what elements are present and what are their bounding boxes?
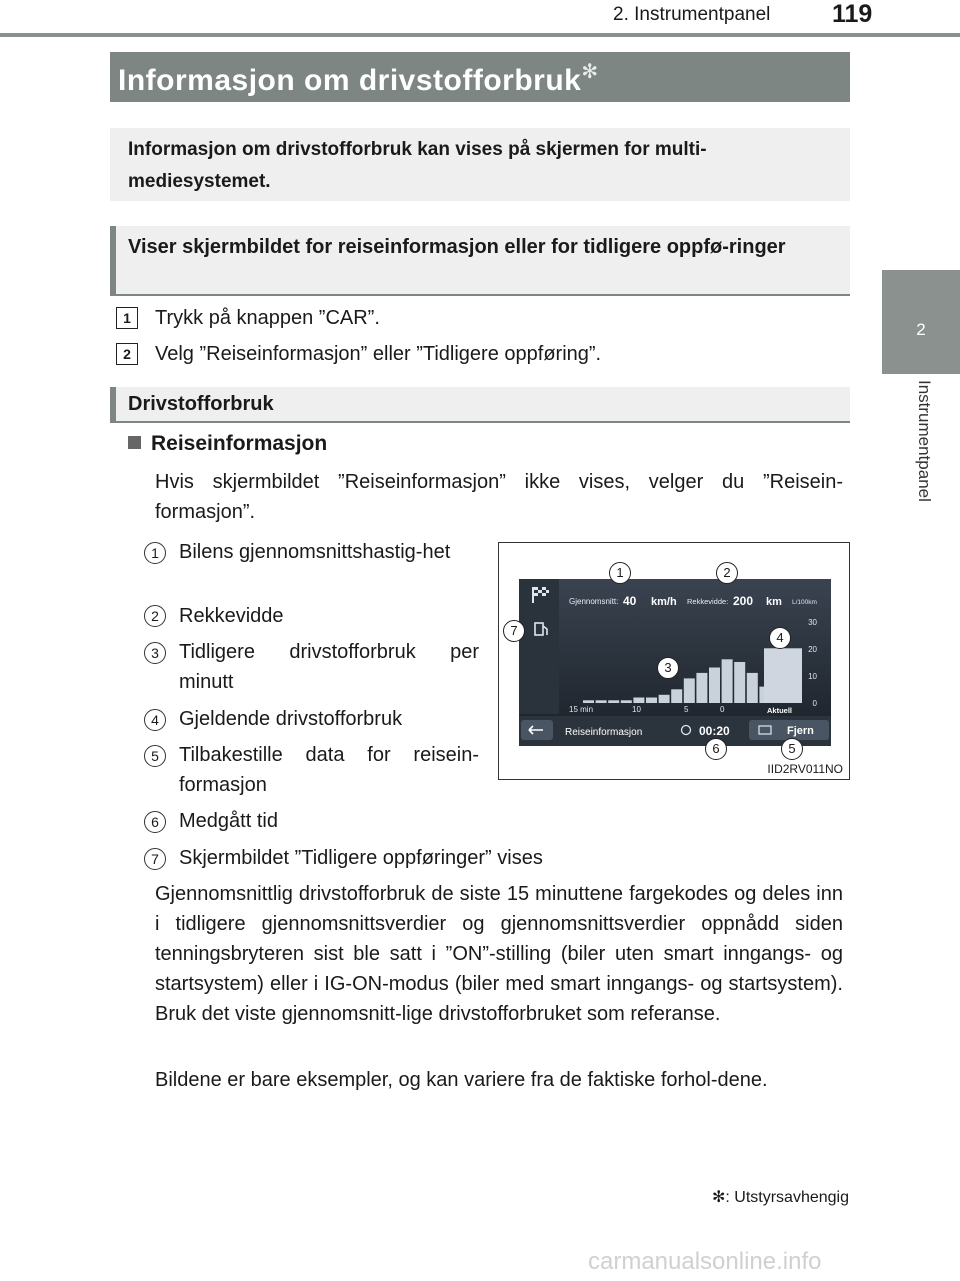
figure-code: IID2RV011NO xyxy=(767,762,843,776)
subheading xyxy=(128,432,327,456)
legend-text: Bilens gjennomsnittshastig-het xyxy=(179,541,451,563)
section-intro: Hvis skjermbildet ”Reiseinformasjon” ikke vises, velger du ”Reisein-formasjon”. xyxy=(155,471,843,523)
callout-marker: 5 xyxy=(781,738,803,760)
legend-number: 5 xyxy=(144,745,166,767)
equipment-star-icon: ✻ xyxy=(581,61,599,83)
range-unit: km xyxy=(766,596,782,608)
chapter-tab xyxy=(882,270,960,374)
square-bullet-icon xyxy=(128,436,141,449)
legend-number: 1 xyxy=(144,542,166,564)
callout-marker: 4 xyxy=(769,627,791,649)
chapter-tab-label: Instrumentpanel xyxy=(915,380,934,502)
avg-speed-value: 40 xyxy=(623,594,637,608)
x-tick: 0 xyxy=(720,705,725,714)
avg-speed-unit: km/h xyxy=(651,596,677,608)
range-label: Rekkevidde: xyxy=(687,597,729,606)
history-bar xyxy=(709,668,720,704)
history-bar xyxy=(659,695,670,703)
watermark: carmanualsonline.info xyxy=(588,1248,822,1275)
body-paragraph: Bildene er bare eksempler, og kan variere fra de faktiske forhol-dene. xyxy=(155,1069,768,1091)
history-bar xyxy=(608,700,619,703)
step-number: 1 xyxy=(116,307,138,329)
history-bar xyxy=(633,698,644,704)
page-number: 119 xyxy=(832,0,873,28)
running-header-chapter: 2. Instrumentpanel xyxy=(613,4,771,25)
intro-box: Informasjon om drivstofforbruk kan vises på skjermen for multi-mediesystemet. xyxy=(110,128,850,201)
history-bar xyxy=(646,698,657,704)
history-bar xyxy=(621,700,632,703)
history-bar xyxy=(671,689,682,703)
history-bar xyxy=(684,678,695,703)
callout-marker: 3 xyxy=(657,657,679,679)
figure-trip-info-screen xyxy=(498,542,850,780)
legend-text: Skjermbildet ”Tidligere oppføringer” vises xyxy=(179,847,543,869)
history-bar xyxy=(734,662,745,703)
legend-number: 6 xyxy=(144,811,166,833)
step-text: Trykk på knappen ”CAR”. xyxy=(155,307,380,329)
legend-text: Tilbakestille data for reisein-formasjon xyxy=(179,744,479,796)
current-consumption-bar xyxy=(764,648,802,703)
callout-marker: 2 xyxy=(716,562,738,584)
history-bar xyxy=(747,673,758,703)
consumption-unit: L/100km xyxy=(792,599,817,606)
elapsed-time: 00:20 xyxy=(699,724,730,738)
legend-text: Medgått tid xyxy=(179,810,278,832)
x-tick: 15 min xyxy=(569,705,594,714)
range-value: 200 xyxy=(733,594,754,608)
current-label: Aktuell xyxy=(767,706,793,715)
icon-strip xyxy=(519,579,559,714)
body-paragraph: Gjennomsnittlig drivstofforbruk de siste 15 minuttene fargekodes og deles inn i tidligere gjennomsnittsverdier og gjennomsnittsverdier oppnådd siden tenningsbryteren sist ble satt i ”ON”-stilling (biler uten smart inngangs- og startsystem) eller i IG-ON-modus (biler med smart inngangs- og startsystem). Bruk det viste gjennomsnitt-lige drivstofforbruket som referanse. xyxy=(155,883,843,1025)
x-tick: 5 xyxy=(684,705,689,714)
section-heading-display: Viser skjermbildet for reiseinformasjon eller for tidligere oppfø-ringer xyxy=(110,226,850,296)
y-tick: 30 xyxy=(808,618,817,627)
step-number: 2 xyxy=(116,343,138,365)
legend-text: Gjeldende drivstofforbruk xyxy=(179,708,403,730)
footnote: ✻: Utstyrsavhengig xyxy=(711,1189,849,1206)
reset-label: Fjern xyxy=(787,725,814,737)
callout-marker: 1 xyxy=(609,562,631,584)
section-heading-fuel: Drivstofforbruk xyxy=(110,387,850,423)
chapter-tab-number: 2 xyxy=(916,320,926,339)
x-tick: 10 xyxy=(632,705,641,714)
history-bar xyxy=(722,659,733,703)
y-tick: 10 xyxy=(808,672,817,681)
screen-bottom-title: Reiseinformasjon xyxy=(565,727,643,738)
callout-marker: 7 xyxy=(503,620,525,642)
callout-marker: 6 xyxy=(705,738,727,760)
page-title-text: Informasjon om drivstofforbruk xyxy=(118,64,582,97)
legend-number: 3 xyxy=(144,642,166,664)
page-title xyxy=(118,59,599,98)
history-bar xyxy=(596,700,607,703)
page-title-bar xyxy=(110,52,850,102)
y-tick: 20 xyxy=(808,645,817,654)
legend-number: 4 xyxy=(144,709,166,731)
header-rule xyxy=(0,33,960,37)
legend-number: 7 xyxy=(144,848,166,870)
legend-text: Rekkevidde xyxy=(179,605,284,627)
avg-speed-label: Gjennomsnitt: xyxy=(569,597,619,606)
y-tick: 0 xyxy=(812,699,817,708)
subheading-text: Reiseinformasjon xyxy=(151,432,328,455)
history-bar xyxy=(696,673,707,703)
step-text: Velg ”Reiseinformasjon” eller ”Tidligere oppføring”. xyxy=(155,343,602,365)
history-bar xyxy=(583,700,594,703)
legend-number: 2 xyxy=(144,605,166,627)
legend-text: Tidligere drivstofforbruk per minutt xyxy=(179,641,479,693)
